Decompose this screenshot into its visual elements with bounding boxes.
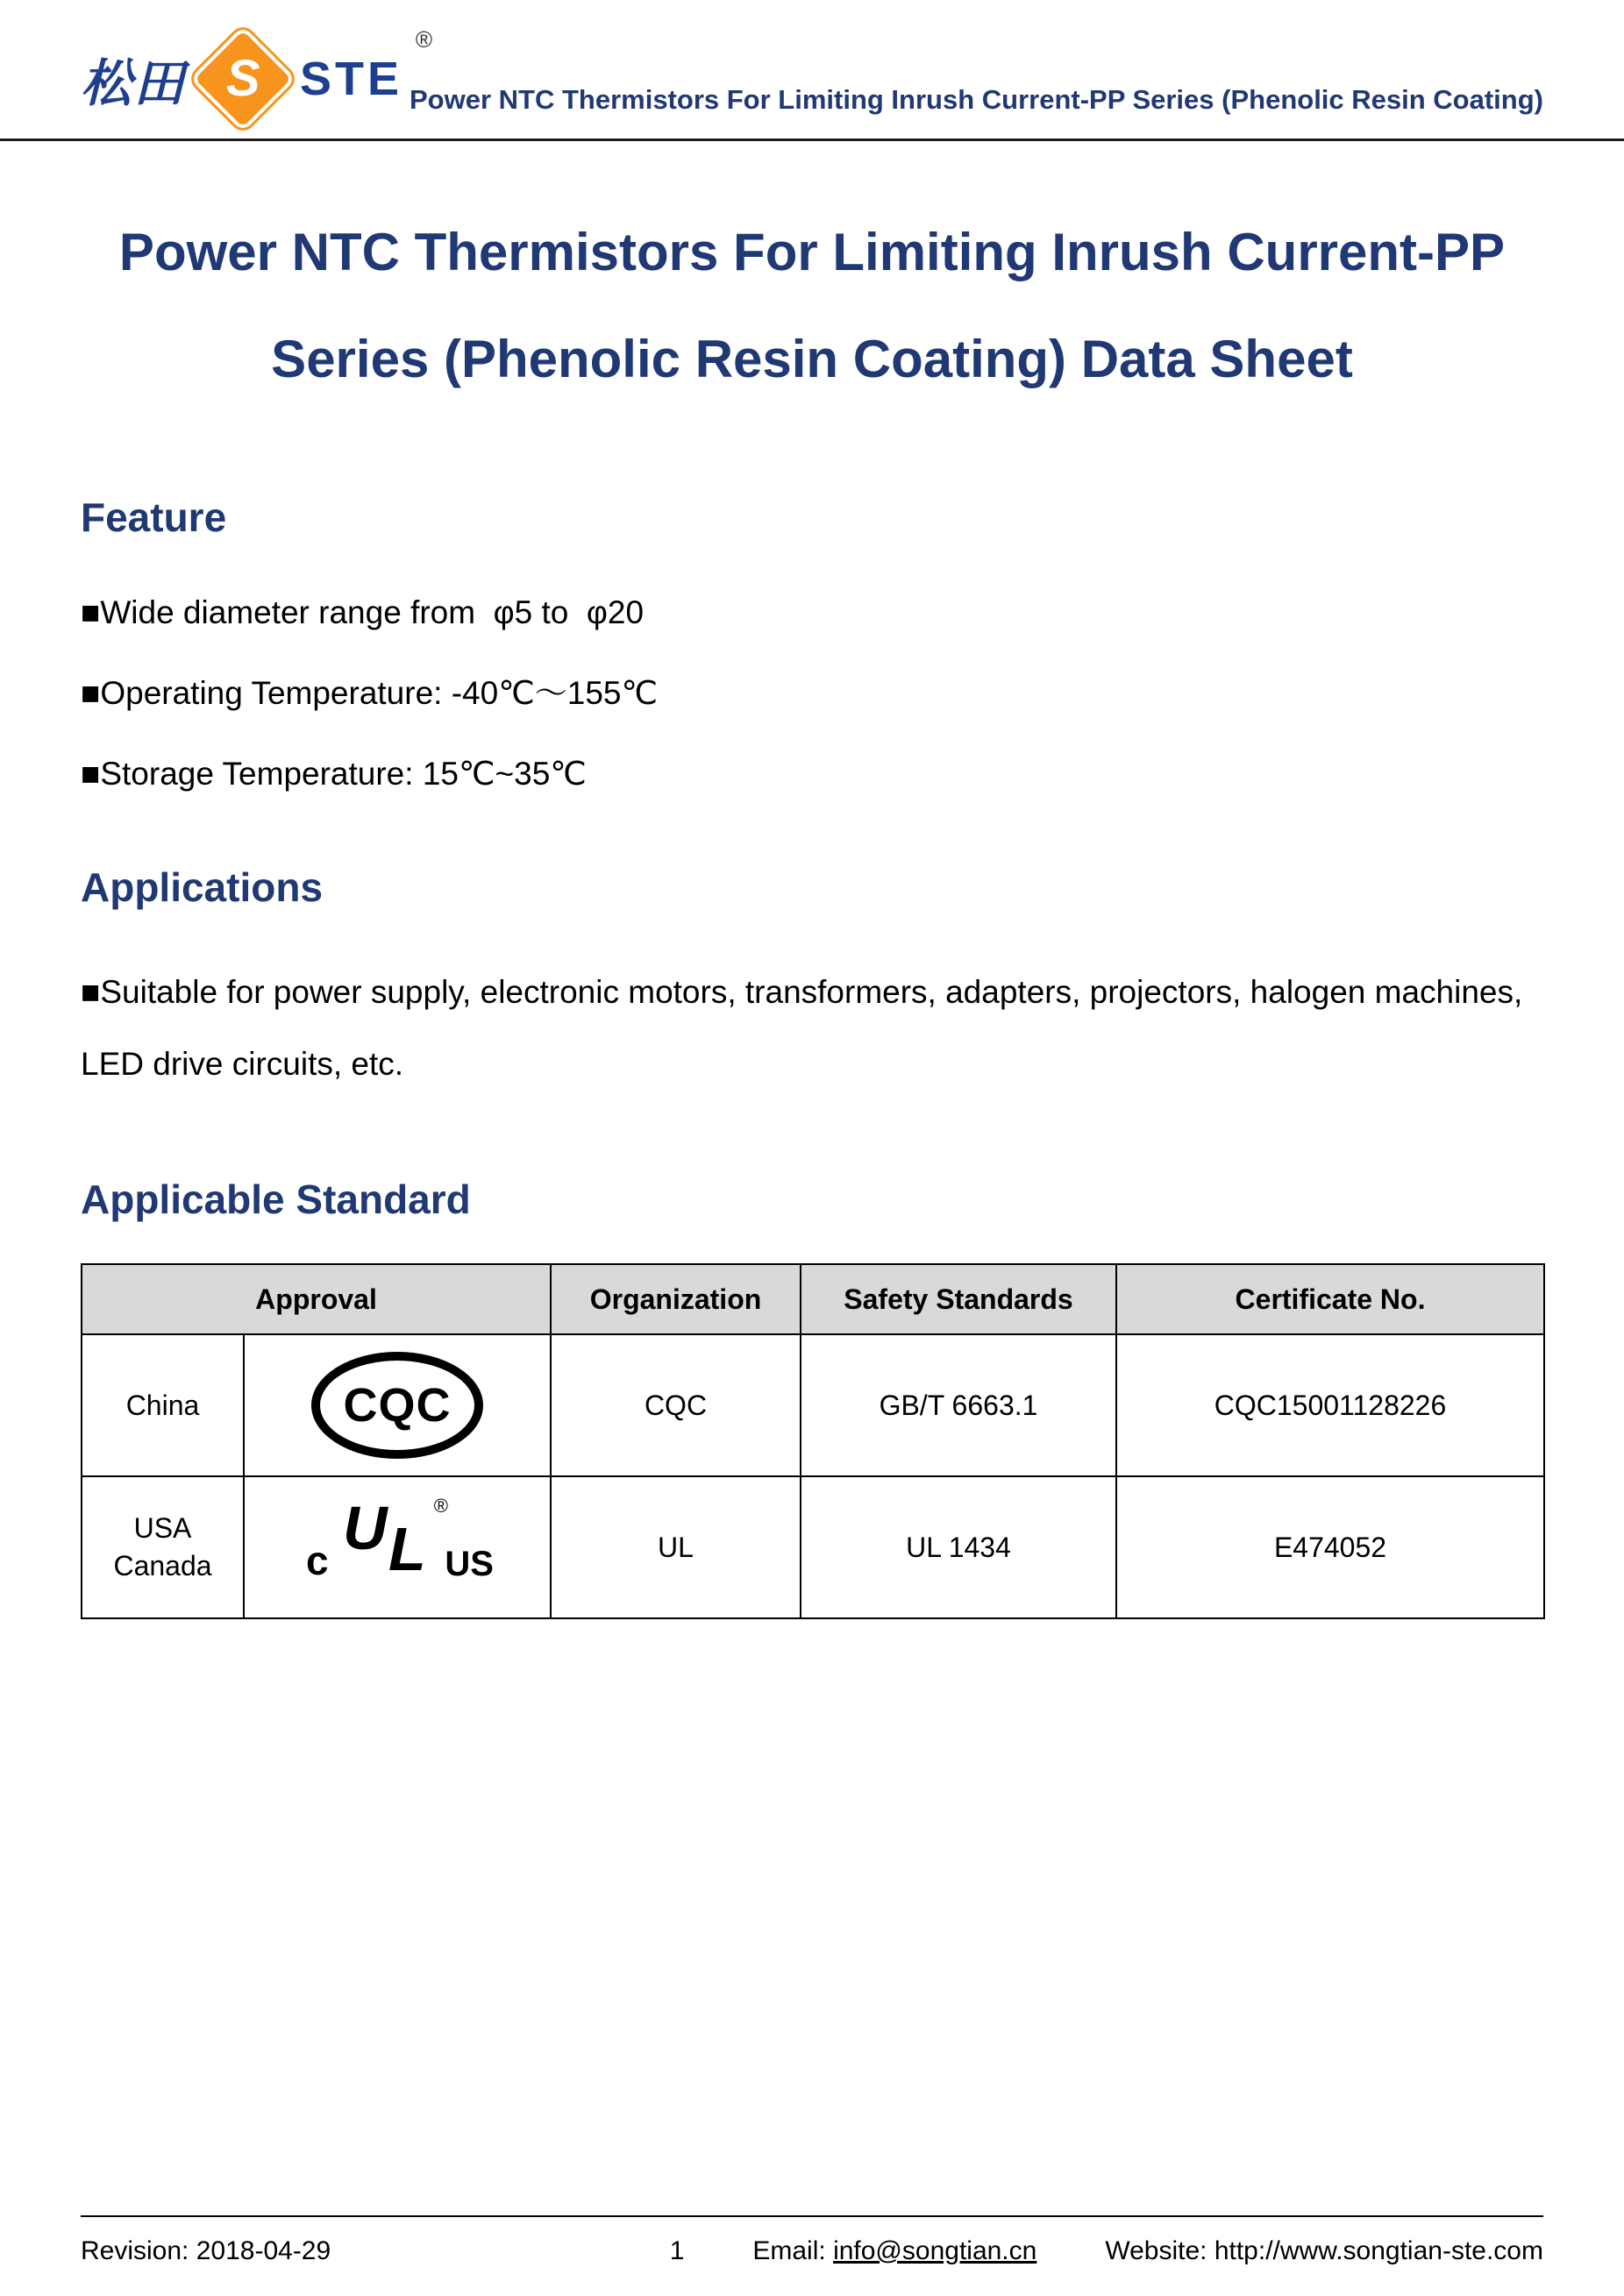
page-content [0, 494, 1624, 1619]
page-footer [81, 2215, 1543, 2266]
running-header-title: Power NTC Thermistors For Limiting Inrush Current-PP Series (Phenolic Resin Coating) [410, 84, 1543, 115]
brand-ste-text: STE [300, 53, 403, 105]
cell-organization: CQC [551, 1334, 801, 1476]
cell-organization: UL [551, 1476, 801, 1618]
cell-approval-mark [244, 1334, 551, 1476]
applications-heading: Applications [81, 864, 324, 911]
feature-item-diameter: ■Wide diameter range from φ5 to φ20 [81, 594, 645, 630]
feature-list [81, 592, 1543, 795]
feature-heading: Feature [81, 494, 227, 540]
country-line-canada: Canada [113, 1550, 212, 1582]
cell-safety-standard: UL 1434 [801, 1476, 1116, 1618]
cell-certificate: CQC15001128226 [1116, 1334, 1544, 1476]
page-header [0, 0, 1624, 141]
brand-logo [81, 26, 433, 124]
table-row-china [82, 1334, 1544, 1476]
col-header-organization: Organization [551, 1264, 801, 1334]
registered-trademark-icon: ® [433, 1495, 448, 1518]
brand-diamond-icon [195, 31, 291, 127]
feature-item-operating-temp: ■Operating Temperature: -40℃～155℃ [81, 675, 659, 712]
country-line-usa: USA [133, 1512, 192, 1545]
footer-email [752, 2236, 1036, 2266]
footer-website: Website: http://www.songtian-ste.com [1105, 2236, 1543, 2265]
ul-c-letter: c [306, 1538, 329, 1584]
feature-item-storage-temp: ■Storage Temperature: 15℃~35℃ [81, 756, 587, 793]
ul-u-letter: U [343, 1494, 388, 1563]
cell-approval-mark [244, 1476, 551, 1618]
cell-certificate: E474052 [1116, 1476, 1544, 1618]
col-header-certificate-no: Certificate No. [1116, 1264, 1544, 1334]
cul-us-mark-icon [301, 1496, 494, 1591]
page-title: Power NTC Thermistors For Limiting Inrush Current-PP Series (Phenolic Resin Coating) Data Sheet [118, 223, 1506, 388]
col-header-safety-standards: Safety Standards [801, 1264, 1116, 1334]
ul-us-letters: US [445, 1545, 494, 1584]
footer-email-label: Email: [752, 2236, 834, 2265]
table-row-usa-canada [82, 1476, 1544, 1618]
col-header-approval: Approval [82, 1264, 551, 1334]
brand-s-letter: S [225, 50, 260, 107]
footer-email-link[interactable]: info@songtian.cn [833, 2236, 1037, 2265]
standards-table [81, 1263, 1545, 1619]
footer-revision: Revision: 2018-04-29 [81, 2236, 331, 2265]
standard-heading: Applicable Standard [81, 1176, 471, 1223]
table-header-row [82, 1264, 1544, 1334]
registered-trademark-icon: ® [415, 26, 433, 53]
cell-safety-standard: GB/T 6663.1 [801, 1334, 1116, 1476]
brand-cn-text: 松田 [81, 55, 187, 112]
ul-l-letter: L [388, 1515, 426, 1584]
cell-country [82, 1476, 244, 1618]
applications-body: ■Suitable for power supply, electronic motors, transformers, adapters, projectors, halogen machines, LED drive circuits, etc. [81, 974, 1532, 1083]
footer-page-number: 1 [669, 2236, 685, 2265]
cqc-mark-icon: CQC [311, 1352, 483, 1459]
cell-country: China [82, 1334, 244, 1476]
